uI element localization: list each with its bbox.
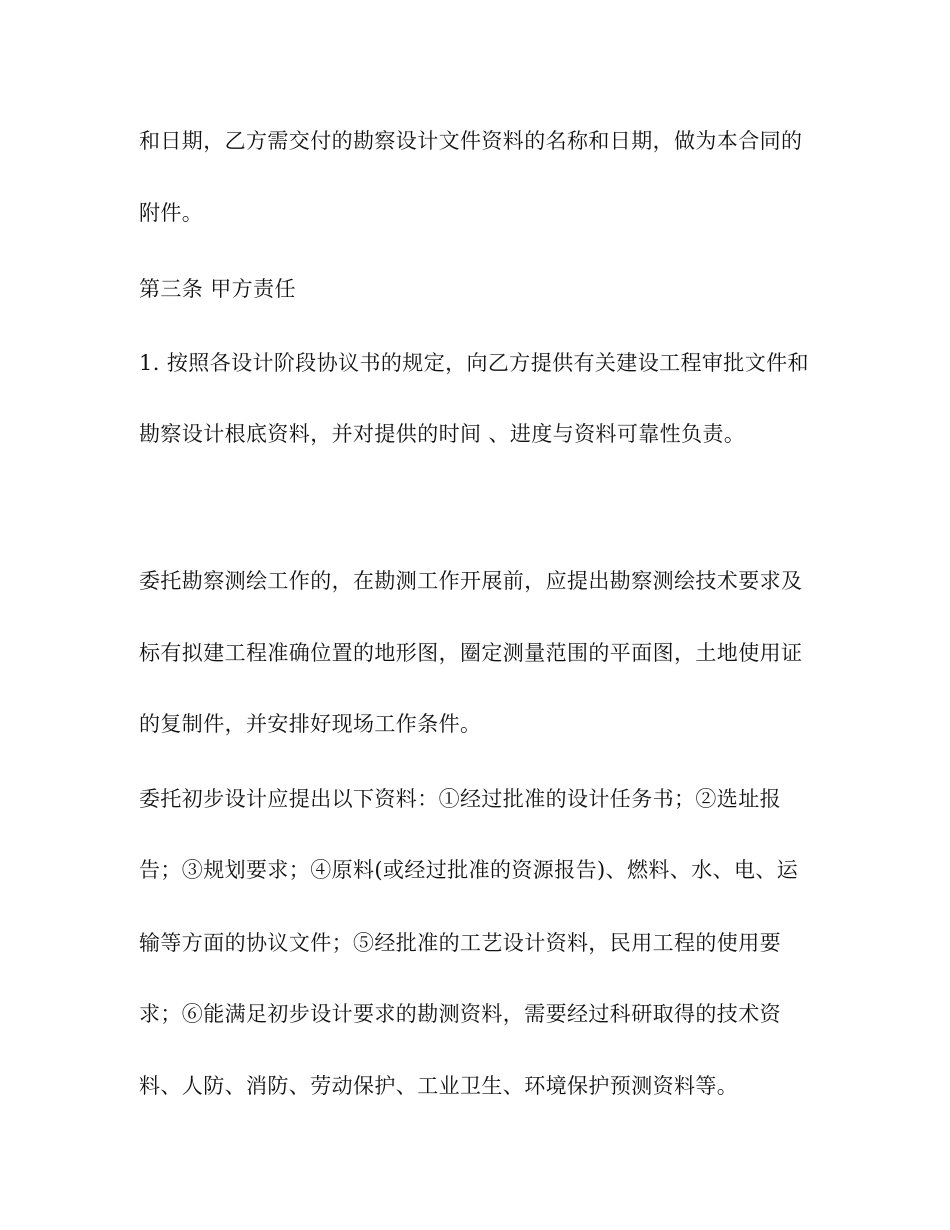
text-line: 1. 按照各设计阶段协议书的规定，向乙方提供有关建设工程审批文件和 bbox=[139, 351, 809, 375]
text-line: 附件。 bbox=[139, 201, 204, 225]
text-line: 料、人防、消防、劳动保护、工业卫生、环境保护预测资料等。 bbox=[139, 1074, 739, 1098]
text-line: 告；③规划要求；④原料(或经过批准的资源报告)、燃料、水、电、运 bbox=[139, 858, 799, 882]
text-line: 勘察设计根底资料，并对提供的时间 、进度与资料可靠性负责。 bbox=[139, 422, 746, 446]
section-heading: 第三条 甲方责任 bbox=[139, 277, 296, 301]
text-line: 的复制件，并安排好现场工作条件。 bbox=[139, 712, 482, 736]
text-line: 委托初步设计应提出以下资料：①经过批准的设计任务书；②选址报 bbox=[139, 787, 781, 811]
text-line: 求；⑥能满足初步设计要求的勘测资料，需要经过科研取得的技术资 bbox=[139, 1002, 781, 1026]
text-line: 和日期，乙方需交付的勘察设计文件资料的名称和日期，做为本合同的 bbox=[139, 129, 803, 153]
text-line: 委托勘察测绘工作的，在勘测工作开展前，应提出勘察测绘技术要求及 bbox=[139, 569, 803, 593]
text-line: 标有拟建工程准确位置的地形图，圈定测量范围的平面图，土地使用证 bbox=[139, 641, 803, 665]
text-line: 输等方面的协议文件；⑤经批准的工艺设计资料，民用工程的使用要 bbox=[139, 931, 781, 955]
